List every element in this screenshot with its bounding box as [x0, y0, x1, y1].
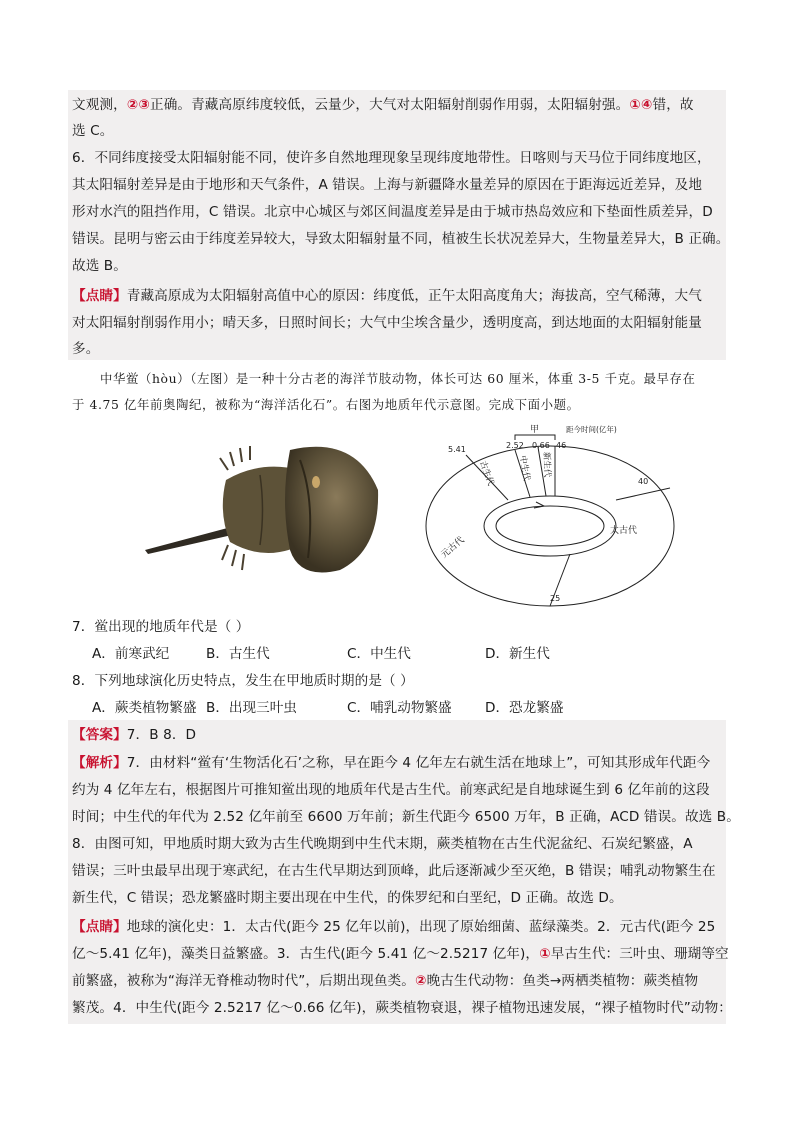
text-line: 多。 — [72, 341, 100, 357]
text-line: 故选 B。 — [72, 258, 127, 274]
tick-25: 25 — [550, 594, 561, 603]
text: 亿～5.41 亿年)，藻类日益繁盛。3．古生代(距今 5.41 亿～2.5217 亿年)， — [72, 946, 540, 962]
answer-label: 【答案】 — [72, 727, 127, 743]
text: 7．由材料“鲎有‘生物活化石’之称，早在距今 4 亿年左右就生活在地球上”，可知其形成年代距今 — [126, 755, 711, 771]
text-line — [72, 92, 694, 118]
text-line: 约为 4 亿年左右，根据图片可推知鲎出现的地质年代是古生代。前寒武纪是自地球诞生到 6 亿年前的这段 — [72, 782, 710, 798]
text: 前繁盛，被称为“海洋无脊椎动物时代”，后期出现鱼类。 — [72, 973, 415, 989]
q7-option-c[interactable]: C．中生代 — [347, 646, 411, 662]
tip-label: 【点睛】 — [72, 919, 127, 935]
label-mesozoic: 中生代 — [517, 454, 532, 482]
text: 文观测， — [72, 97, 127, 113]
text: 早古生代：三叶虫、珊瑚等空 — [550, 946, 729, 962]
question-7: 7．鲎出现的地质年代是（ ） — [72, 619, 250, 635]
text-line: 对太阳辐射削弱作用小；晴天多，日照时间长；大气中尘埃含量少，透明度高，到达地面的太阳辐射能量 — [72, 315, 702, 331]
tick-066: 0.66 — [532, 441, 550, 450]
geologic-time-chart — [420, 418, 690, 610]
text-line: 繁茂。4．中生代(距今 2.5217 亿～0.66 亿年)，蕨类植物衰退，裸子植物迅速发展，“裸子植物时代”动物： — [72, 1000, 732, 1016]
question-8: 8．下列地球演化历史特点，发生在甲地质时期的是（ ） — [72, 673, 414, 689]
text-line: 其太阳辐射差异是由于地形和天气条件，A 错误。上海与新疆降水量差异的原因在于距海远近差异，及地 — [72, 177, 703, 193]
label-paleozoic: 古生代 — [477, 459, 496, 488]
text-line — [72, 968, 698, 994]
text-line: 6．不同纬度接受太阳辐射能不同，使许多自然地理现象呈现纬度地带性。日喀则与天马位于同纬度地区， — [72, 150, 711, 166]
text-line — [72, 283, 702, 309]
answer-text: 7．B 8．D — [126, 727, 197, 743]
text-line: 选 C。 — [72, 123, 114, 139]
analysis-label: 【解析】 — [72, 755, 127, 771]
arrow-ring — [496, 506, 604, 546]
text-line: 8．由图可知，甲地质时期大致为古生代晚期到中生代末期，蕨类植物在古生代泥盆纪、石炭纪繁盛，A — [72, 836, 693, 852]
circled-number: ② — [414, 973, 427, 989]
tick-40: 40 — [638, 477, 649, 486]
label-cenozoic: 新生代 — [541, 451, 552, 478]
tip-label: 【点睛】 — [72, 288, 127, 304]
label-archean: 太古代 — [610, 526, 638, 536]
question-stem: 于 4.75 亿年前奥陶纪，被称为“海洋活化石”。右图为地质年代示意图。完成下面小题。 — [72, 397, 580, 412]
q8-option-c[interactable]: C．哺乳动物繁盛 — [347, 700, 452, 716]
text: 正确。青藏高原纬度较低，云量少，大气对太阳辐射削弱作用弱，太阳辐射强。 — [150, 97, 630, 113]
tick-541: 5.41 — [448, 445, 466, 454]
answer-line — [72, 722, 196, 748]
text-line: 形对水汽的阻挡作用，C 错误。北京中心城区与郊区间温度差异是由于城市热岛效应和下垫面性质差异，D — [72, 204, 713, 220]
text: 晚古生代动物：鱼类→两栖类植物：蕨类植物 — [426, 973, 699, 989]
question-stem: 中华鲎（hòu）（左图）是一种十分古老的海洋节肢动物，体长可达 60 厘米，体重 3-5 千克。最早存在 — [100, 371, 696, 386]
q7-option-a[interactable]: A．前寒武纪 — [92, 646, 170, 662]
q8-option-a[interactable]: A．蕨类植物繁盛 — [92, 700, 197, 716]
circled-number: ① — [539, 946, 551, 962]
q8-option-b[interactable]: B．出现三叶虫 — [206, 700, 297, 716]
tip-line — [72, 914, 715, 940]
text-line: 错误。昆明与密云由于纬度差异较大，导致太阳辐射量不同，植被生长状况差异大，生物量差异大，B 正确。 — [72, 231, 730, 247]
q7-option-d[interactable]: D．新生代 — [485, 646, 550, 662]
label-distance: 距今时间(亿年) — [566, 425, 617, 434]
tick-252: 2.52 — [506, 441, 524, 450]
text: 地球的演化史：1．太古代(距今 25 亿年以前)，出现了原始细菌、蓝绿藻类。2．元古代(距今 25 — [126, 919, 716, 935]
text: 错，故 — [652, 97, 694, 113]
analysis-line — [72, 750, 710, 776]
circled-numbers: ①④ — [629, 97, 653, 113]
text: 青藏高原成为太阳辐射高值中心的原因：纬度低，正午太阳高度角大；海拔高，空气稀薄，大气 — [126, 288, 702, 304]
text-line: 时间；中生代的年代为 2.52 亿年前至 6600 万年前；新生代距今 6500 万年，B 正确，ACD 错误。故选 B。 — [72, 809, 740, 825]
q8-option-d[interactable]: D．恐龙繁盛 — [485, 700, 564, 716]
text-line — [72, 941, 729, 967]
text-line: 错误；三叶虫最早出现于寒武纪，在古生代早期达到顶峰，此后逐渐减少至灭绝，B 错误；哺乳动物繁生在 — [72, 863, 716, 879]
text-line: 新生代，C 错误；恐龙繁盛时期主要出现在中生代，的侏罗纪和白垩纪，D 正确。故选 D。 — [72, 890, 623, 906]
inner-ring — [484, 496, 616, 556]
circled-numbers: ②③ — [126, 97, 151, 113]
label-jia: 甲 — [530, 425, 540, 435]
q7-option-b[interactable]: B．古生代 — [206, 646, 270, 662]
horseshoe-crab-image — [140, 430, 382, 582]
label-proterozoic: 元古代 — [439, 535, 467, 561]
tick-46: 46 — [556, 441, 567, 450]
